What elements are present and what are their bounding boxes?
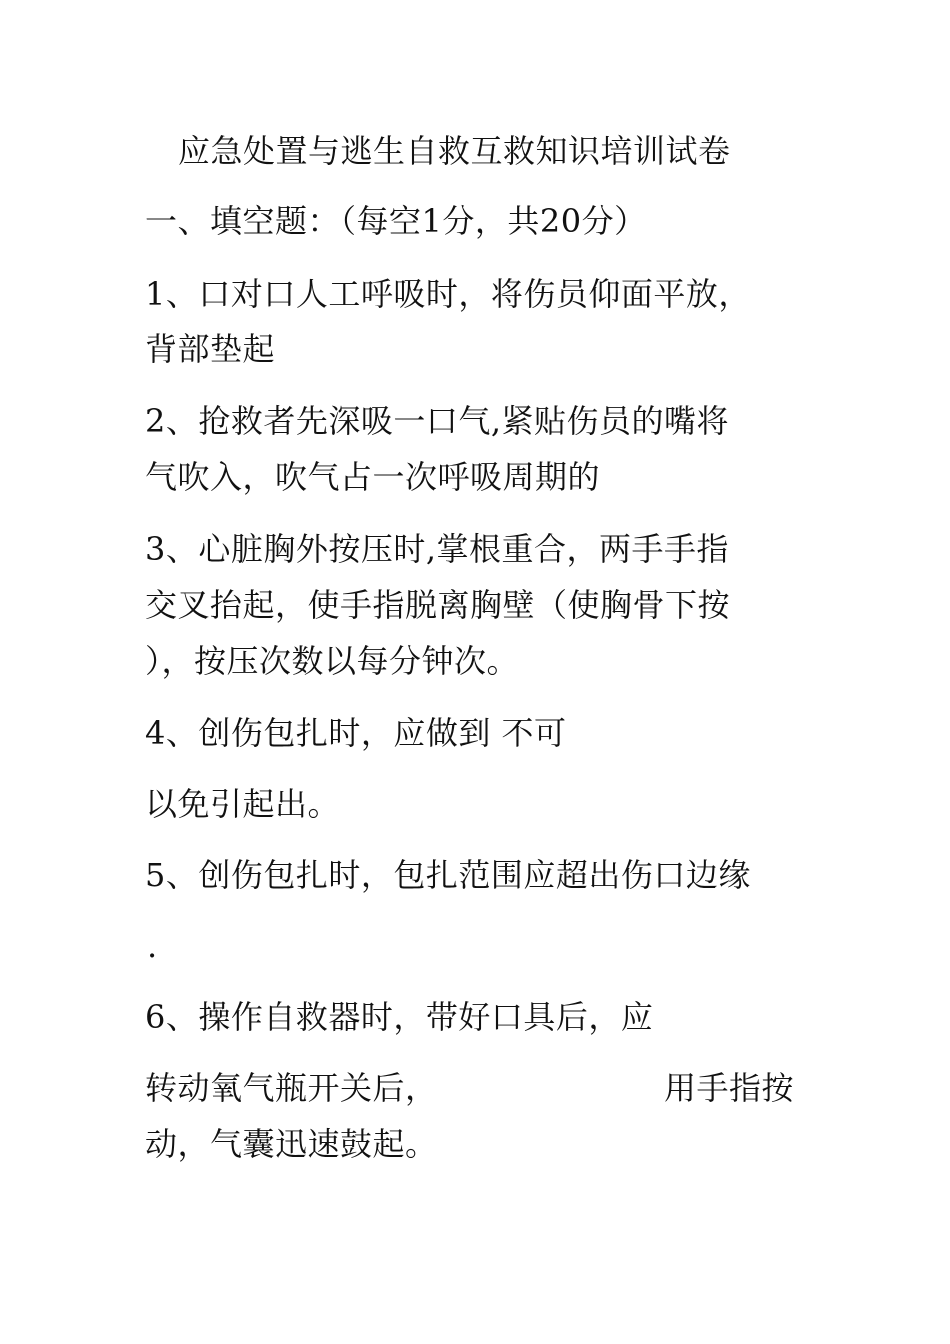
question-4-line-2: 以免引起出。 bbox=[145, 785, 341, 823]
question-4-line-1: 4、创伤包扎时，应做到 不可 bbox=[145, 714, 567, 752]
document-title: 应急处置与逃生自救互救知识培训试卷 bbox=[178, 132, 731, 170]
question-1-line-1: 1、口对口人工呼吸时，将伤员仰面平放， bbox=[145, 275, 751, 313]
question-6-line-2-left: 转动氧气瓶开关后， bbox=[145, 1069, 438, 1107]
question-3-line-2: 交叉抬起，使手指脱离胸壁（使胸骨下按 bbox=[145, 586, 731, 624]
question-3-line-1: 3、心脏胸外按压时,掌根重合，两手手指 bbox=[145, 530, 730, 568]
question-5-line-1: 5、创伤包扎时，包扎范围应超出伤口边缘 bbox=[145, 856, 751, 894]
question-2-line-2: 气吹入，吹气占一次呼吸周期的 bbox=[145, 458, 601, 496]
question-6-line-3: 动，气囊迅速鼓起。 bbox=[145, 1125, 438, 1163]
question-6-line-1: 6、操作自救器时，带好口具后，应 bbox=[145, 998, 654, 1036]
section-heading: 一、填空题：（每空1分，共20分） bbox=[145, 202, 647, 240]
question-6-line-2-right: 用手指按 bbox=[664, 1069, 795, 1107]
question-5-line-2: . bbox=[147, 927, 158, 965]
question-2-line-1: 2、抢救者先深吸一口气,紧贴伤员的嘴将 bbox=[145, 402, 730, 440]
question-3-line-3: ），按压次数以每分钟次。 bbox=[145, 642, 520, 680]
question-1-line-2: 背部垫起 bbox=[145, 330, 276, 368]
